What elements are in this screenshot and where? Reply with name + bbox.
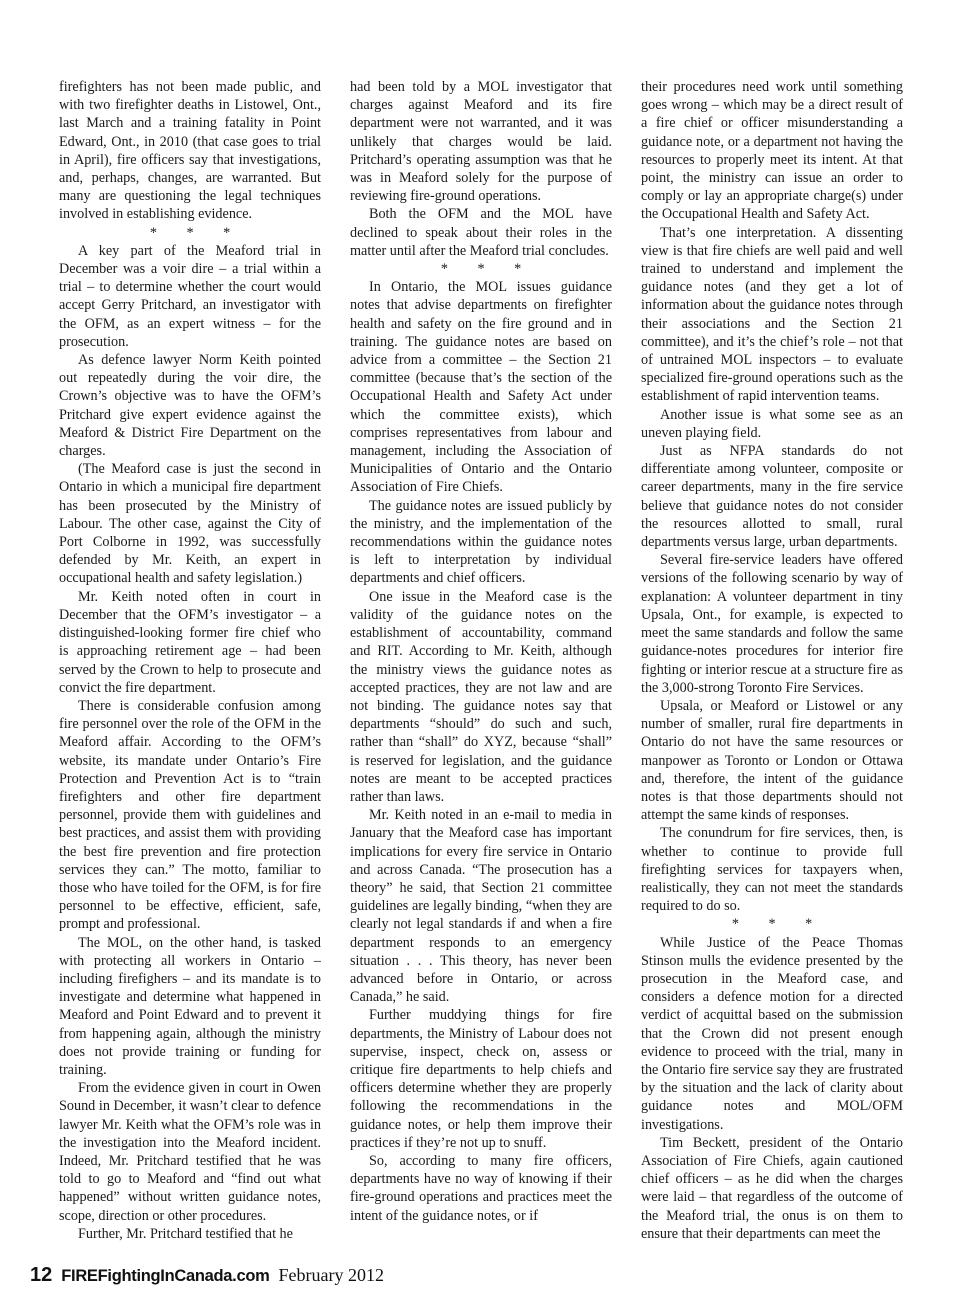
body-paragraph: So, according to many fire officers, departments have no way of knowing if their fire-ground operations and practices meet the intent of the guidance notes, or if	[350, 1152, 612, 1224]
body-paragraph: The MOL, on the other hand, is tasked with protecting all workers in Ontario – including firefighers – and its mandate is to investigate and determine what happened in Meaford and Point Edward and to prevent it from happening again, although the ministry does not provide training or funding for training.	[59, 934, 321, 1078]
body-paragraph: There is considerable confusion among fire personnel over the role of the OFM in the Meaford affair. According to the OFM’s website, its mandate under Ontario’s Fire Protection and Prevention Act is to “train firefighters and other fire department personnel, provide them with guidelines and best practices, and assist them with providing the best fire prevention and fire protection services they can.” The motto, familiar to those who have toiled for the OFM, is for fire personnel to be effective, efficient, safe, prompt and professional.	[59, 697, 321, 933]
body-paragraph: Mr. Keith noted in an e-mail to media in January that the Meaford case has important implications for every fire service in Ontario and across Canada. “The prosecution has a theory” he said, that Section 21 committee guidelines are legally binding, “when they are clearly not legal standards if and when a fire department responds to an emergency situation . . . This theory, has never been advanced before in Ontario, or across Canada,” he said.	[350, 807, 612, 1006]
section-break-stars: * * *	[149, 224, 244, 241]
body-paragraph: had been told by a MOL investigator that charges against Meaford and its fire department were not warranted, and it was unlikely that charges would be laid. Pritchard’s operating assumption was that he was in Meaford solely for the purpose of reviewing fire-ground operations.	[350, 79, 612, 205]
body-paragraph: Further muddying things for fire departments, the Ministry of Labour does not supervise, inspect, check on, assess or critique fire departments to help chiefs and officers determine whether they are properly following the recommendations in the guidance notes, or help them improve their practices if they’re not up to snuff.	[350, 1007, 612, 1151]
body-paragraph: Mr. Keith noted often in court in December that the OFM’s investigator – a distinguished-looking former fire chief who is approaching retirement age – had been served by the Crown to help to prosecute and convict the fire department.	[59, 588, 321, 696]
publication-name: FIREFightingInCanada.com	[61, 1267, 270, 1285]
text-column-2	[350, 78, 612, 1258]
page-footer	[30, 1264, 384, 1292]
body-paragraph: That’s one interpretation. A dissenting view is that fire chiefs are well paid and well trained to understand and implement the guidance notes (and they get a lot of information about the guidance notes through their associations and the Section 21 committee), and it’s the chief’s role – not that of untrained MOL inspectors – to evaluate specialized fire-ground operations such as the establishment of rapid intervention teams.	[641, 224, 903, 405]
text-column-1	[59, 78, 321, 1258]
body-paragraph: While Justice of the Peace Thomas Stinson mulls the evidence presented by the prosecution in the Meaford case, and considers a defence motion for a directed verdict of acquittal based on the submission that the Crown did not present enough evidence to proceed with the trial, many in the Ontario fire service say they are frustrated by the situation and the lack of clarity about guidance notes and MOL/OFM investigations.	[641, 934, 903, 1133]
body-paragraph: Both the OFM and the MOL have declined to speak about their roles in the matter until after the Meaford trial concludes.	[350, 206, 612, 259]
page-number: 12	[30, 1264, 53, 1286]
body-paragraph: A key part of the Meaford trial in December was a voir dire – a trial within a trial – to determine whether the court would accept Gerry Pritchard, an investigator with the OFM, as an expert witness – for the prosecution.	[59, 242, 321, 350]
section-break-stars: * * *	[731, 916, 826, 933]
body-paragraph: Just as NFPA standards do not differentiate among volunteer, composite or career departments, many in the fire service believe that guidance notes do not consider the resources allotted to small, rural departments versus large, urban departments.	[641, 443, 903, 551]
body-paragraph: Upsala, or Meaford or Listowel or any number of smaller, rural fire departments in Ontario do not have the same resources or manpower as Toronto or London or Ottawa and, therefore, the intent of the guidance notes is that those departments should not attempt the same kinds of responses.	[641, 697, 903, 824]
body-paragraph: their procedures need work until something goes wrong – which may be a direct result of a fire chief or officer misunderstanding a guidance note, or a department not having the resources to properly meet its intent. At that point, the ministry can issue an order to comply or lay an appropriate charge(s) under the Occupational Health and Safety Act.	[641, 79, 903, 223]
body-paragraph: As defence lawyer Norm Keith pointed out repeatedly during the voir dire, the Crown’s objective was to have the OFM’s Pritchard give expert evidence against the Meaford & District Fire Department on the charges.	[59, 352, 321, 460]
body-paragraph: The guidance notes are issued publicly by the ministry, and the implementation of the recommendations within the guidance notes is left to interpretation by individual departments and chief officers.	[350, 497, 612, 587]
body-paragraph: Tim Beckett, president of the Ontario Association of Fire Chiefs, again cautioned chief officers – as he did when the charges were laid – that regardless of the outcome of the Meaford trial, the onus is on them to ensure that their departments can meet the	[641, 1134, 903, 1242]
issue-date: February 2012	[278, 1265, 384, 1285]
body-paragraph: firefighters has not been made public, and with two firefighter deaths in Listowel, Ont., last March and a training fatality in Point Edward, Ont., in 2010 (that case goes to trial in April), fire officers say that investigations, and, perhaps, changes, are warranted. But many are questioning the legal techniques involved in establishing evidence.	[59, 79, 321, 223]
section-break-stars: * * *	[440, 261, 535, 278]
body-paragraph: Several fire-service leaders have offered versions of the following scenario by way of explanation: A volunteer department in tiny Upsala, Ont., for example, is expected to meet the same standards and follow the same guidance-notes procedures for interior fire fighting or interior rescue at a structure fire as the 3,000-strong Toronto Fire Services.	[641, 552, 903, 696]
body-paragraph: Another issue is what some see as an uneven playing field.	[641, 406, 903, 441]
body-paragraph: One issue in the Meaford case is the validity of the guidance notes on the establishment of accountability, command and RIT. According to Mr. Keith, although the ministry views the guidance notes as accepted practices, they are not law and are not binding. The guidance notes say that departments “should” do such and such, rather than “shall” do XYZ, because “shall” is reserved for legislation, and the guidance notes are meant to be accepted practices rather than laws.	[350, 588, 612, 805]
body-paragraph: In Ontario, the MOL issues guidance notes that advise departments on firefighter health and safety on the fire ground and in training. The guidance notes are based on advice from a committee – the Section 21 committee (because that’s the section of the Occupational Health and Safety Act under which the committee exists), which comprises representatives from labour and management, including the Association of Municipalities of Ontario and the Ontario Association of Fire Chiefs.	[350, 279, 612, 496]
body-paragraph: From the evidence given in court in Owen Sound in December, it wasn’t clear to defence lawyer Mr. Keith what the OFM’s role was in the investigation into the Meaford incident. Indeed, Mr. Pritchard testified that he was told to go to Meaford and “find out what happened” without written guidance notes, scope, direction or other procedures.	[59, 1080, 321, 1224]
text-column-3	[641, 78, 903, 1258]
body-paragraph: Further, Mr. Pritchard testified that he	[78, 1225, 293, 1242]
body-paragraph: (The Meaford case is just the second in Ontario in which a municipal fire department has been prosecuted by the Ministry of Labour. The other case, against the City of Port Colborne in 1992, was successfully defended by Mr. Keith, an expert in occupational health and safety legislation.)	[59, 461, 321, 587]
body-paragraph: The conundrum for fire services, then, is whether to continue to provide full firefighting services for taxpayers when, realistically, they can not meet the standards required to do so.	[641, 825, 903, 915]
